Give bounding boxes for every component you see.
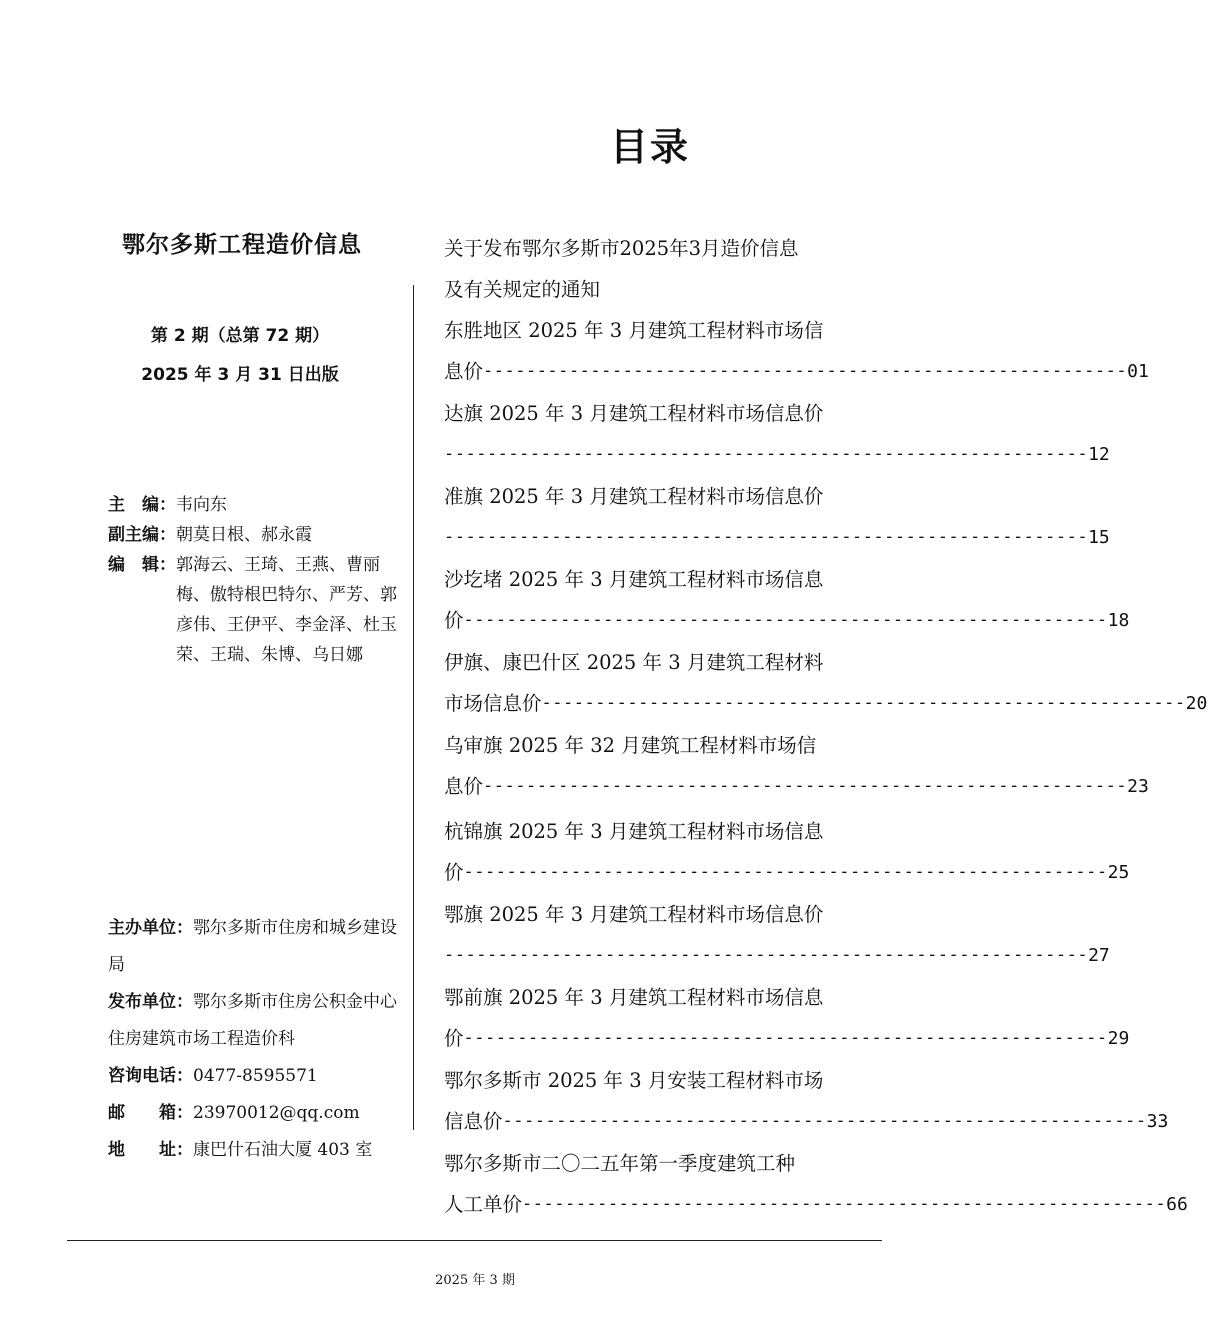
- toc-item-title-cont: 息价: [444, 775, 484, 798]
- page-title: 目录: [610, 125, 691, 169]
- toc-page-number: 01: [1127, 361, 1149, 382]
- issue-number: 第 2 期（总第 72 期）: [150, 326, 330, 346]
- toc-item-title: 达旗 2025 年 3 月建筑工程材料市场信息价: [444, 402, 824, 425]
- dot-leader: ------------------------------------------------------------: [463, 1028, 1108, 1048]
- toc-item-line2: [444, 1184, 1188, 1225]
- phone-row: [108, 1058, 398, 1095]
- phone-label: 咨询电话：: [108, 1066, 193, 1086]
- dot-leader: ------------------------------------------------------------: [463, 610, 1108, 630]
- toc-item-line2: [444, 852, 1130, 893]
- dot-leader: ------------------------------------------------------------: [444, 945, 1089, 965]
- toc-item-title-cont: 人工单价: [444, 1193, 523, 1216]
- dot-leader: ------------------------------------------------------------: [444, 527, 1089, 547]
- toc-item-line2: [444, 351, 1149, 392]
- toc-item[interactable]: [444, 310, 1149, 392]
- toc-page-number: 23: [1127, 776, 1149, 797]
- editors-label: 编 辑：: [108, 555, 176, 575]
- toc-item-title: 鄂前旗 2025 年 3 月建筑工程材料市场信息: [444, 986, 824, 1009]
- host-row: [108, 910, 398, 984]
- toc-item-line2: [444, 1018, 1130, 1059]
- toc-item-line2: [444, 434, 1110, 475]
- chief-editor-label: 主 编：: [108, 495, 176, 515]
- deputy-editor-names: 朝莫日根、郝永霞: [176, 525, 312, 545]
- toc-item-title-cont: 价: [444, 861, 464, 884]
- toc-item-line2: [444, 600, 1130, 641]
- editors-row: [108, 550, 408, 670]
- toc-item-line2: [444, 935, 1110, 976]
- toc-page-number: 33: [1146, 1111, 1169, 1132]
- dot-leader: ------------------------------------------------------------: [522, 1194, 1167, 1214]
- address-value: 康巴什石油大厦 403 室: [193, 1140, 373, 1160]
- deputy-editor-row: [108, 520, 408, 550]
- editors-names: 郭海云、王琦、王燕、曹丽梅、傲特根巴特尔、严芳、郭彦伟、王伊平、李金泽、杜玉荣、王瑞、朱博、乌日娜: [176, 555, 397, 665]
- dot-leader: ------------------------------------------------------------: [483, 776, 1128, 796]
- toc-item[interactable]: [444, 1060, 1169, 1142]
- toc-item-line2: [444, 517, 1110, 558]
- toc-item-title: 鄂尔多斯市 2025 年 3 月安装工程材料市场: [444, 1069, 824, 1092]
- dot-leader: ------------------------------------------------------------: [502, 1111, 1147, 1131]
- address-row: [108, 1132, 398, 1169]
- toc-item[interactable]: [444, 476, 1110, 558]
- chief-editor-name: 韦向东: [176, 495, 227, 515]
- toc-item-line2: [444, 683, 1207, 724]
- toc-page-number: 12: [1088, 444, 1110, 465]
- toc-item-title-cont: 价: [444, 609, 464, 632]
- toc-item[interactable]: [444, 894, 1110, 976]
- address-label: 地 址：: [108, 1140, 193, 1160]
- email-value: 23970012@qq.com: [193, 1103, 360, 1123]
- publisher-value: 鄂尔多斯市住房公积金中心住房建筑市场工程造价科: [108, 992, 397, 1049]
- toc-item-title: 乌审旗 2025 年 32 月建筑工程材料市场信: [444, 734, 817, 757]
- toc-item-title: 准旗 2025 年 3 月建筑工程材料市场信息价: [444, 485, 824, 508]
- toc-page-number: 15: [1088, 527, 1110, 548]
- phone-value: 0477-8595571: [193, 1066, 318, 1086]
- toc-item-title-cont: 息价: [444, 360, 484, 383]
- dot-leader: ------------------------------------------------------------: [483, 361, 1128, 381]
- publisher-label: 发布单位：: [108, 992, 193, 1012]
- toc-page-number: 27: [1088, 945, 1110, 966]
- email-label: 邮 箱：: [108, 1103, 193, 1123]
- dot-leader: ------------------------------------------------------------: [444, 444, 1089, 464]
- toc-item[interactable]: [444, 228, 844, 310]
- toc-item-title: 鄂旗 2025 年 3 月建筑工程材料市场信息价: [444, 903, 824, 926]
- toc-item[interactable]: [444, 559, 1130, 641]
- toc-item[interactable]: [444, 725, 1149, 807]
- host-label: 主办单位：: [108, 918, 193, 938]
- toc-item-title-cont: 及有关规定的通知: [444, 278, 601, 301]
- publication-date: 2025 年 3 月 31 日出版: [141, 365, 339, 385]
- toc-item[interactable]: [444, 393, 1110, 475]
- toc-item-title-cont: 市场信息价: [444, 692, 542, 715]
- toc-item-line2: [444, 1101, 1169, 1142]
- editorial-staff: [108, 490, 408, 670]
- toc-page-number: 66: [1166, 1194, 1188, 1215]
- vertical-divider: [413, 285, 414, 1130]
- publisher-info: [108, 910, 398, 1169]
- toc-item-line2: [444, 269, 844, 310]
- toc-item-title: 鄂尔多斯市二〇二五年第一季度建筑工种: [444, 1152, 796, 1175]
- toc-item[interactable]: [444, 1143, 1188, 1225]
- footer-issue: 2025 年 3 期: [435, 1273, 515, 1288]
- dot-leader: ------------------------------------------------------------: [541, 693, 1186, 713]
- toc-item-title: 杭锦旗 2025 年 3 月建筑工程材料市场信息: [444, 820, 824, 843]
- toc-page-number: 25: [1107, 862, 1130, 883]
- toc-page-number: 29: [1107, 1028, 1130, 1049]
- toc-item-title: 沙圪堵 2025 年 3 月建筑工程材料市场信息: [444, 568, 824, 591]
- toc-item[interactable]: [444, 642, 1207, 724]
- toc-item-title-cont: 价: [444, 1027, 464, 1050]
- email-row: [108, 1095, 398, 1132]
- publication-name: 鄂尔多斯工程造价信息: [122, 231, 362, 258]
- toc-item-title-cont: 信息价: [444, 1110, 503, 1133]
- footer-divider: [67, 1240, 882, 1241]
- deputy-editor-label: 副主编：: [108, 525, 176, 545]
- toc-item-title: 伊旗、康巴什区 2025 年 3 月建筑工程材料: [444, 651, 824, 674]
- toc-page-number: 20: [1185, 693, 1207, 714]
- publisher-row: [108, 984, 398, 1058]
- toc-item[interactable]: [444, 811, 1130, 893]
- host-value: 鄂尔多斯市住房和城乡建设局: [108, 918, 397, 975]
- chief-editor-row: [108, 490, 408, 520]
- toc-item[interactable]: [444, 977, 1130, 1059]
- dot-leader: ------------------------------------------------------------: [463, 862, 1108, 882]
- toc-item-line2: [444, 766, 1149, 807]
- toc-page-number: 18: [1107, 610, 1130, 631]
- toc-item-title: 关于发布鄂尔多斯市2025年3月造价信息: [444, 237, 799, 260]
- toc-item-title: 东胜地区 2025 年 3 月建筑工程材料市场信: [444, 319, 824, 342]
